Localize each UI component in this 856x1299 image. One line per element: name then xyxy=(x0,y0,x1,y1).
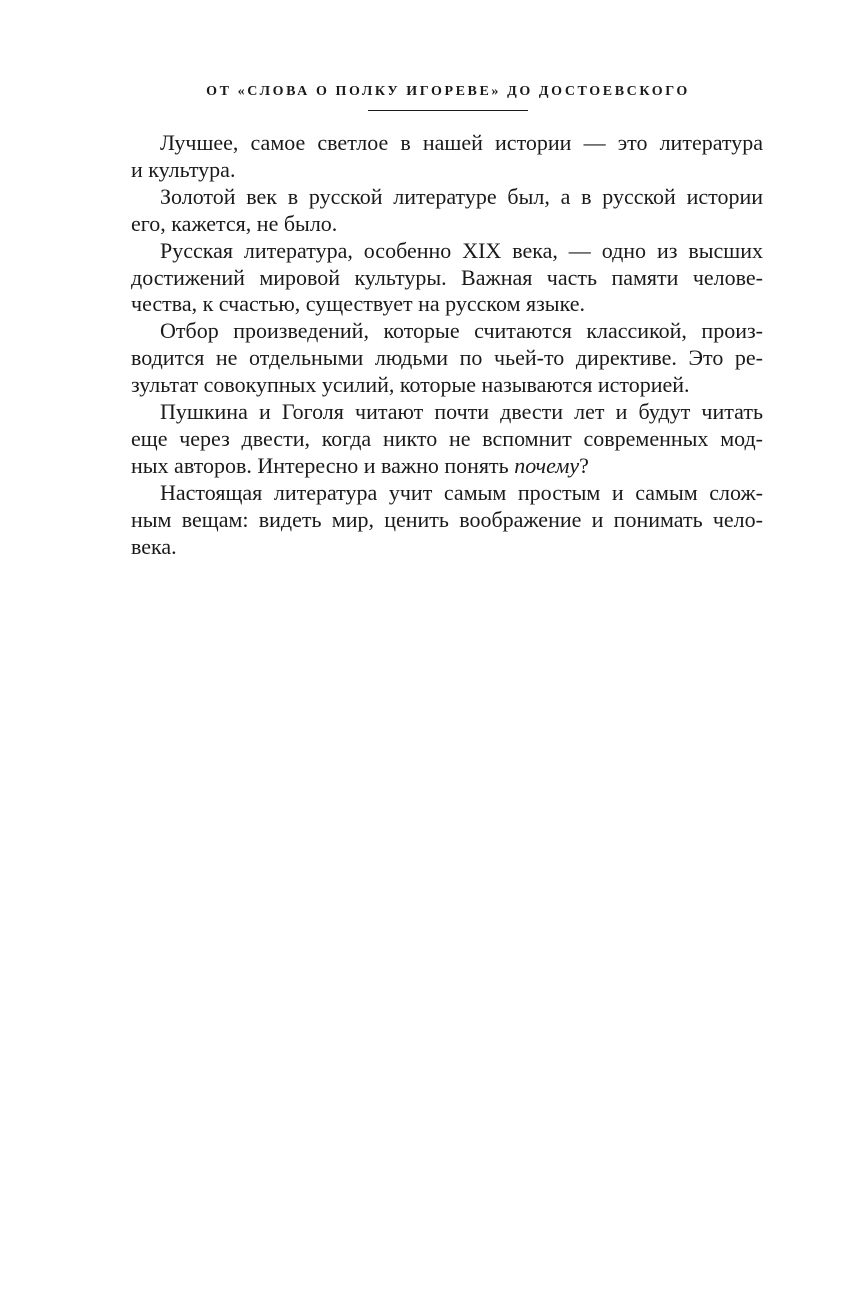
paragraph-line: Русская литература, особенно XIX века, — одно из высших xyxy=(160,237,763,263)
paragraph-line: Настоящая литература учит самым простым и самым слож- xyxy=(160,479,763,505)
paragraph-line: и культура. xyxy=(131,156,236,182)
emphasized-word: почему xyxy=(514,452,580,478)
paragraph-line: чества, к счастью, существует на русском языке. xyxy=(131,291,585,317)
paragraph-line: зультат совокупных усилий, которые называются историей. xyxy=(131,372,690,398)
paragraph-line: века. xyxy=(131,533,177,559)
paragraph-line xyxy=(131,453,763,480)
line-text: ных авторов. Интересно и важно понять xyxy=(131,452,515,478)
paragraph-line: Золотой век в русской литературе был, а в русской истории xyxy=(160,183,763,209)
paragraph-line: достижений мировой культуры. Важная часть памяти челове- xyxy=(131,264,763,290)
paragraph-3 xyxy=(131,238,763,319)
paragraph-line: еще через двести, когда никто не вспомнит современных мод- xyxy=(131,425,763,451)
running-head: ОТ «СЛОВА О ПОЛКУ ИГОРЕВЕ» ДО ДОСТОЕВСКОГО xyxy=(206,84,690,99)
paragraph-line: Лучшее, самое светлое в нашей истории — это литература xyxy=(160,130,763,155)
paragraph-line: его, кажется, не было. xyxy=(131,210,338,236)
paragraph-4 xyxy=(131,318,763,399)
body-text xyxy=(131,130,763,561)
line-text: ? xyxy=(579,452,589,478)
running-head-rule xyxy=(368,110,528,111)
paragraph-6 xyxy=(131,480,763,561)
paragraph-line: ным вещам: видеть мир, ценить воображение и понимать чело- xyxy=(131,506,763,532)
paragraph-line: Пушкина и Гоголя читают почти двести лет и будут читать xyxy=(160,399,763,425)
paragraph-line: водится не отдельными людьми по чьей-то директиве. Это ре- xyxy=(131,345,763,371)
paragraph-2 xyxy=(131,184,763,238)
paragraph-1 xyxy=(131,130,763,184)
paragraph-line: Отбор произведений, которые считаются классикой, произ- xyxy=(160,318,763,344)
paragraph-5 xyxy=(131,399,763,480)
